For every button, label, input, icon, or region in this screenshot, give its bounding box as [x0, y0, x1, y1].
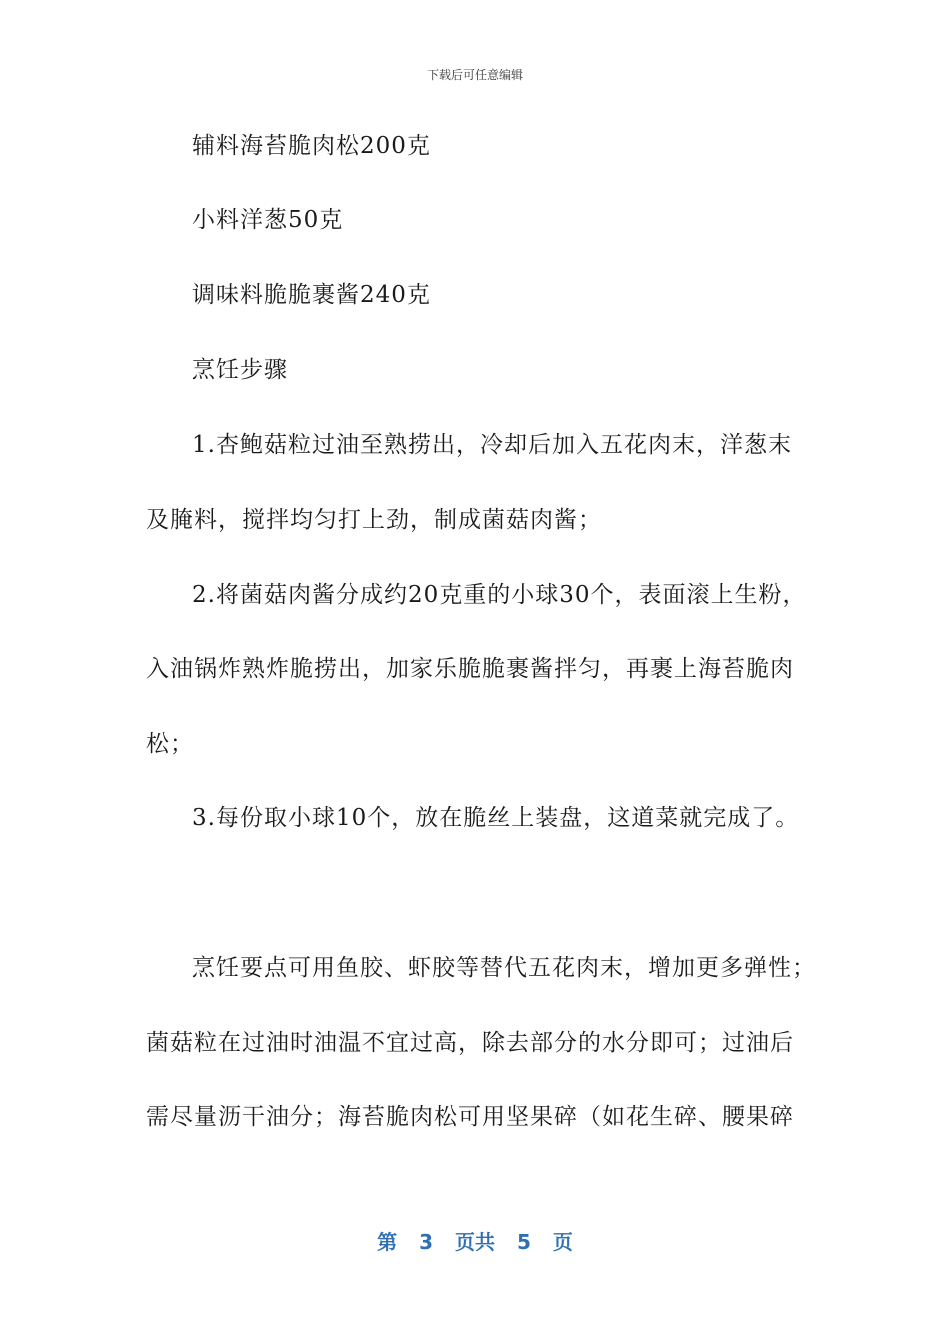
section-heading: 烹饪步骤: [192, 357, 288, 383]
text-line: 烹饪要点可用鱼胶、虾胶等替代五花肉末，增加更多弹性；: [192, 955, 816, 981]
page-header: 下载后可任意编辑: [426, 68, 523, 82]
text-line: 小料洋葱50克: [192, 207, 344, 233]
text-line: 入油锅炸熟炸脆捞出，加家乐脆脆裹酱拌匀，再裹上海苔脆肉: [146, 656, 794, 682]
text-line: 需尽量沥干油分；海苔脆肉松可用坚果碎（如花生碎、腰果碎: [146, 1104, 794, 1130]
text-line: 松；: [146, 731, 194, 757]
text-line: 2.将菌菇肉酱分成约20克重的小球30个，表面滚上生粉，: [192, 582, 807, 608]
text-line: 及腌料，搅拌均匀打上劲，制成菌菇肉酱；: [146, 507, 602, 533]
current-page-number: 3: [419, 1230, 433, 1254]
footer-prefix: 第: [377, 1230, 398, 1254]
footer-suffix: 页: [552, 1230, 573, 1254]
text-line: 辅料海苔脆肉松200克: [192, 133, 431, 159]
page-footer: [0, 1226, 950, 1255]
text-line: 菌菇粒在过油时油温不宜过高，除去部分的水分即可；过油后: [146, 1030, 794, 1056]
text-line: 1.杏鲍菇粒过油至熟捞出，冷却后加入五花肉末，洋葱末: [192, 432, 792, 458]
text-line: 调味料脆脆裹酱240克: [192, 282, 431, 308]
text-line: 3.每份取小球10个，放在脆丝上装盘，这道菜就完成了。: [192, 805, 800, 831]
footer-middle: 页共: [455, 1230, 495, 1254]
total-pages-number: 5: [517, 1230, 531, 1254]
